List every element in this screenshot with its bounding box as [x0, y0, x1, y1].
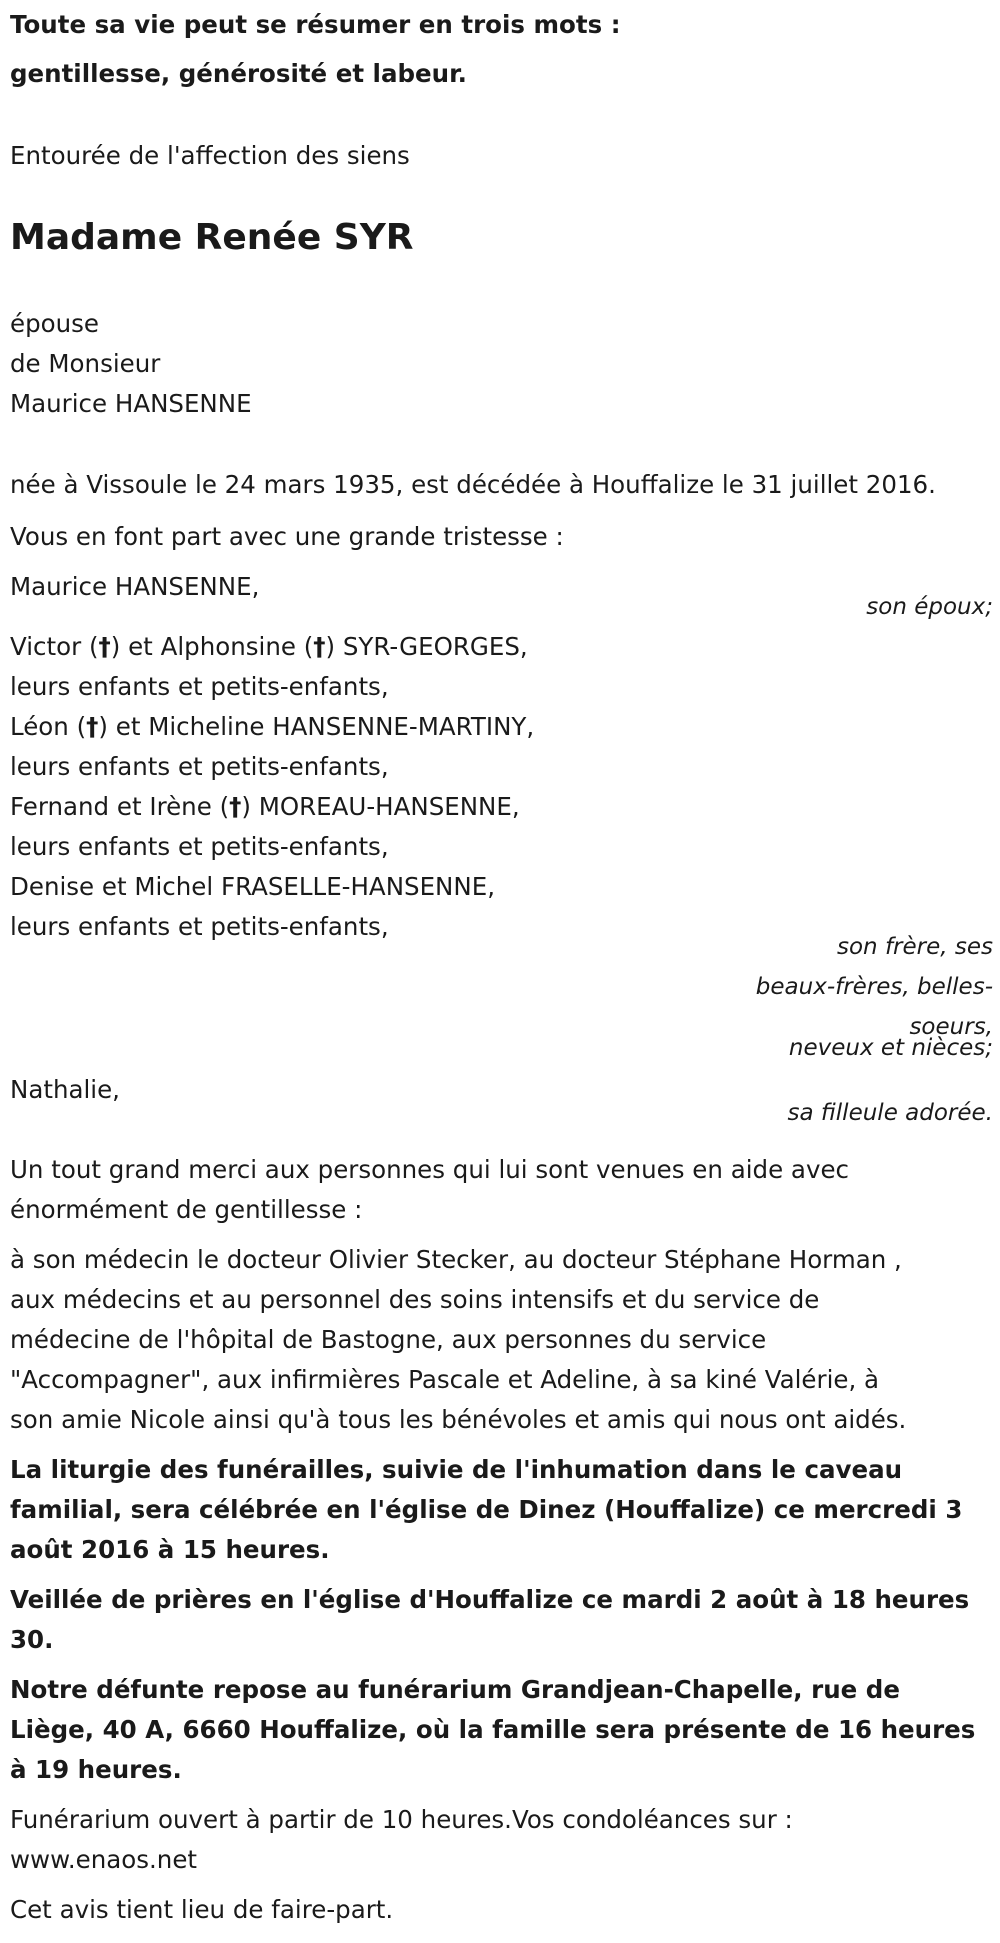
announce-text: Vous en font part avec une grande tristesse : — [10, 522, 564, 551]
opening-link[interactable]: www.enaos.net — [10, 1845, 198, 1874]
family-denise: Denise et Michel FRASELLE-HANSENNE, — [10, 872, 495, 901]
family-fernand — [10, 787, 520, 827]
thanks-para-3: médecine de l'hôpital de Bastogne, aux personnes du service — [10, 1325, 767, 1354]
family-leon-a: Léon ( — [10, 712, 87, 741]
entouree-text: Entourée de l'affection des siens — [10, 141, 410, 170]
family-nathalie: Nathalie, — [10, 1075, 120, 1104]
cross-icon: † — [313, 632, 326, 661]
family-role-a: son frère, ses — [837, 934, 993, 960]
birth-death-text: née à Vissoule le 24 mars 1935, est décédée à Houffalize le 31 juillet 2016. — [10, 470, 936, 499]
vigil-line-1: Veillée de prières en l'église d'Houffalize ce mardi 2 août à 18 heures — [10, 1585, 970, 1614]
intro-line-1: Toute sa vie peut se résumer en trois mots : — [10, 10, 621, 39]
family-leon-b: ) et Micheline HANSENNE-MARTINY, — [98, 712, 535, 741]
liturgy-line-2: familial, sera célébrée en l'église de Dinez (Houffalize) ce mercredi 3 — [10, 1495, 963, 1524]
family-children: leurs enfants et petits-enfants, — [10, 672, 389, 701]
family-children: leurs enfants et petits-enfants, — [10, 752, 389, 781]
thanks-para-2: aux médecins et au personnel des soins intensifs et du service de — [10, 1285, 820, 1314]
thanks-para-1: à son médecin le docteur Olivier Stecker, au docteur Stéphane Horman , — [10, 1245, 902, 1274]
closing-text: Cet avis tient lieu de faire-part. — [10, 1895, 394, 1924]
intro-line-2: gentillesse, générosité et labeur. — [10, 59, 467, 88]
spouse-line-2: de Monsieur — [10, 349, 161, 378]
family-fernand-b: ) MOREAU-HANSENNE, — [241, 792, 520, 821]
deceased-name: Madame Renée SYR — [10, 217, 414, 258]
family-role-b: beaux-frères, belles- — [755, 974, 993, 1000]
family-nathalie-role: sa filleule adorée. — [787, 1100, 993, 1126]
family-maurice: Maurice HANSENNE, — [10, 572, 260, 601]
thanks-line-2: énormément de gentillesse : — [10, 1195, 363, 1224]
cross-icon: † — [98, 632, 111, 661]
family-fernand-a: Fernand et Irène ( — [10, 792, 230, 821]
family-children: leurs enfants et petits-enfants, — [10, 832, 389, 861]
family-maurice-role: son époux; — [866, 594, 993, 620]
thanks-para-5: son amie Nicole ainsi qu'à tous les bénévoles et amis qui nous ont aidés. — [10, 1405, 907, 1434]
spouse-line-1: épouse — [10, 309, 99, 338]
opening-line-1: Funérarium ouvert à partir de 10 heures.Vos condoléances sur : — [10, 1805, 793, 1834]
family-victor-c: ) SYR-GEORGES, — [325, 632, 528, 661]
cross-icon: † — [229, 792, 242, 821]
liturgy-line-3: août 2016 à 15 heures. — [10, 1535, 330, 1564]
family-children: leurs enfants et petits-enfants, — [10, 912, 389, 941]
family-victor-a: Victor ( — [10, 632, 99, 661]
thanks-para-4: "Accompagner", aux infirmières Pascale et Adeline, à sa kiné Valérie, à — [10, 1365, 880, 1394]
family-role-d: neveux et nièces; — [788, 1035, 993, 1061]
family-victor — [10, 627, 528, 667]
liturgy-line-1: La liturgie des funérailles, suivie de l'inhumation dans le caveau — [10, 1455, 903, 1484]
vigil-line-2: 30. — [10, 1625, 54, 1654]
funerarium-line-1: Notre défunte repose au funérarium Grandjean-Chapelle, rue de — [10, 1675, 900, 1704]
cross-icon: † — [86, 712, 99, 741]
family-leon — [10, 707, 534, 747]
family-role-c: soeurs, — [909, 1014, 993, 1040]
spouse-line-3: Maurice HANSENNE — [10, 389, 252, 418]
thanks-line-1: Un tout grand merci aux personnes qui lui sont venues en aide avec — [10, 1155, 849, 1184]
funerarium-line-3: à 19 heures. — [10, 1755, 182, 1784]
funerarium-line-2: Liège, 40 A, 6660 Houffalize, où la famille sera présente de 16 heures — [10, 1715, 976, 1744]
family-victor-b: ) et Alphonsine ( — [110, 632, 314, 661]
